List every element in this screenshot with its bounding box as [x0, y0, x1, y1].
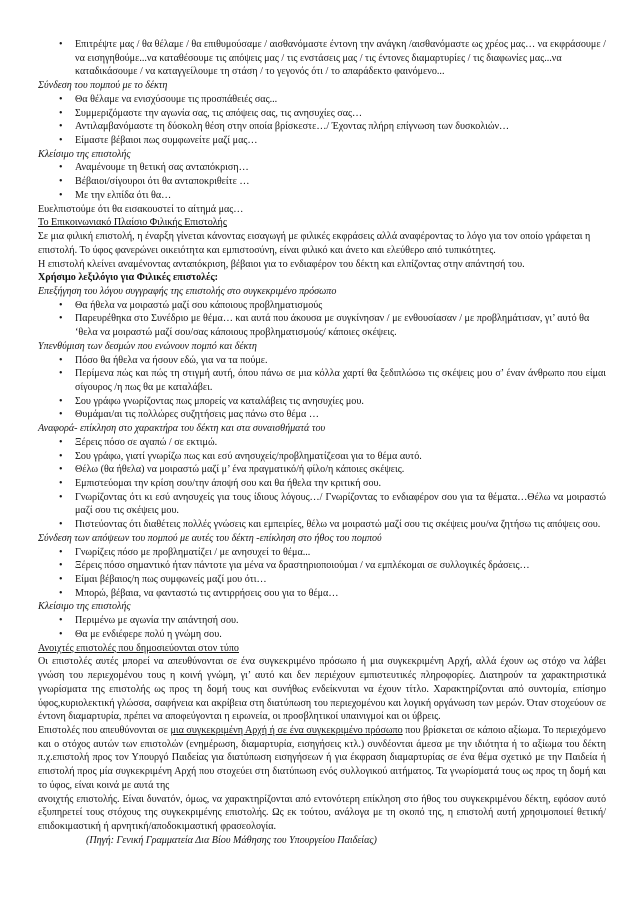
list-item: • Γνωρίζεις πόσο με προβληματίζει / με ανησυχεί το θέμα... [38, 546, 606, 560]
list-item: • Συμμεριζόμαστε την αγωνία σας, τις απόψεις σας, τις ανησυχίες σας… [38, 107, 606, 121]
list-item: • Παρευρέθηκα στο Συνέδριο με θέμα… και αυτά που άκουσα με συγκίνησαν / με ενθουσίασαν / με προβλημάτισαν, γι’ αυτό θα ‘θελα να μοιραστώ μαζί σου/σας κάποιους προβληματισμούς/ κάποιες σκέψεις. [38, 312, 606, 339]
list-item: • Αναμένουμε τη θετική σας ανταπόκριση… [38, 161, 606, 175]
underlined-phrase: μια συγκεκριμένη Αρχή ή σε ένα συγκεκριμένο πρόσωπο [170, 724, 403, 736]
bonds-list [38, 354, 606, 423]
section-heading-sender-receiver: Σύνδεση του πομπού με το δέκτη [38, 80, 168, 92]
section-heading-character: Αναφορά- επίκληση στο χαρακτήρα του δέκτη και στα συναισθήματά του [38, 423, 326, 435]
open-letter-style-paragraph: ανοιχτής επιστολής. Είναι δυνατόν, όμως, να χαρακτηρίζονται από εντονότερη επίκληση στο ήθος του συγκεκριμένου δέκτη, εφόσον αυτό εξυπηρετεί τους στόχους της συγκεκριμένης επιστολής. Ως εκ τούτου, ανάλογα με τη σκοπό της, η επιστολή αυτή χρησιμοποιεί θετική/επιδοκιμαστική ή αρνητική/αποδοκιμαστική φρασεολογία. [38, 793, 606, 832]
section-heading-open-letters: Ανοιχτές επιστολές που δημοσιεύονται στον τύπο [38, 642, 239, 654]
section-heading-vocabulary: Χρήσιμο λεξιλόγιο για Φιλικές επιστολές: [38, 272, 219, 284]
list-item: • Πιστεύοντας ότι διαθέτεις πολλές γνώσεις και εμπειρίες, θέλω να μοιραστώ μαζί σου τις σκέψεις μου/να ζητήσω τις απόψεις σου. [38, 518, 606, 532]
section-heading-reason: Επεξήγηση του λόγου συγγραφής της επιστολής στο συγκεκριμένο πρόσωπο [38, 285, 337, 297]
list-item: • Είμαι βέβαιος/η πως συμφωνείς μαζί μου ότι… [38, 573, 606, 587]
section-heading-closing-2: Κλείσιμο της επιστολής [38, 601, 131, 613]
section-heading-bonds: Υπενθύμιση των δεσμών που ενώνουν πομπό και δέκτη [38, 340, 257, 352]
closing-line: Ευελπιστούμε ότι θα εισακουστεί το αίτημά μας… [38, 203, 244, 215]
list-item: • Σου γράφω, γιατί γνωρίζω πως και εσύ ανησυχείς/προβληματίζεσαι για το θέμα αυτό. [38, 450, 606, 464]
views-list [38, 546, 606, 601]
section-heading-framework: Το Επικοινωνιακό Πλαίσιο Φιλικής Επιστολής [38, 217, 227, 229]
reason-list [38, 299, 606, 340]
paragraph-text: που βρίσκεται σε κάποιο αξίωμα. Το περιεχόμενο και ο στόχος αυτών των επιστολών (ενημέρωση, διαμαρτυρία, εισηγήσεις κτλ.) συνδέονται άμεσα με την ιδιότητα ή το αξίωμα του δέκτη π.χ.επιστολή προς τον Υπουργό Παιδείας για διατύπωση εισηγήσεων ή για έκφραση διαμαρτυρίας σε ένα θέμα σχετικό με την Παιδεία ή επιστολή προς μία συγκεκριμένη Αρχή που στοχεύει στη διατύπωση ενός συλλογικού αιτήματος. Τα γνωρίσματά τους ως προς τη δομή και το ύφος, είναι κοινά με αυτά της [38, 724, 606, 791]
list-item: • Με την ελπίδα ότι θα… [38, 189, 606, 203]
list-item: • Είμαστε βέβαιοι πως συμφωνείτε μαζί μας… [38, 134, 606, 148]
section-heading-closing: Κλείσιμο της επιστολής [38, 148, 131, 160]
list-item: • Θα με ενδιέφερε πολύ η γνώμη σου. [38, 628, 606, 642]
list-item: • Περίμενα πώς και πώς τη στιγμή αυτή, όπου πάνω σε μια κόλλα χαρτί θα ξεδιπλώσω τις σκέψεις μου σ’ έναν άνθρωπο που είμαι σίγουρος /η πως θα με καταλάβει. [38, 367, 606, 394]
source-citation: (Πηγή: Γενική Γραμματεία Δια Βίου Μάθησης του Υπουργείου Παιδείας) [86, 834, 377, 846]
list-item: • Θυμάμαι/αι τις πολλώρες συζητήσεις μας πάνω στο θέμα … [38, 408, 606, 422]
list-item: • Σου γράφω γνωρίζοντας πως μπορείς να καταλάβεις τις ανησυχίες μου. [38, 395, 606, 409]
list-item: • Μπορώ, βέβαια, να φανταστώ τις αντιρρήσεις σου για το θέμα… [38, 587, 606, 601]
closing-list-2 [38, 614, 606, 641]
framework-paragraph: Σε μια φιλική επιστολή, η έναρξη γίνεται κάνοντας εισαγωγή με φιλικές εκφράσεις αλλά αναφέροντας το λόγο για τον οποίο γράφεται η επιστολή. Το ύφος φανερώνει οικειότητα και εμπιστοσύνη, είναι φιλικό και άνετο και ελεύθερο από τυπικότητες. [38, 231, 591, 256]
character-list [38, 436, 606, 532]
paragraph-text: Επιστολές που απευθύνονται σε [38, 724, 171, 736]
list-item: • Θα ήθελα να μοιραστώ μαζί σου κάποιους προβληματισμούς [38, 299, 606, 313]
authority-letters-paragraph [38, 724, 606, 793]
list-item: • Θα θέλαμε να ενισχύσουμε τις προσπάθειές σας... [38, 93, 606, 107]
open-letters-paragraph: Οι επιστολές αυτές μπορεί να απευθύνονται σε ένα συγκεκριμένο πρόσωπο ή μια συγκεκριμένη Αρχή, αλλά έχουν ως στόχο να λάβει γνώση του περιεχομένου τους η κοινή γνώμη, γι’ αυτό και δεν περιέχουν εμπιστευτικές πληροφορίες. Διατηρούν τα χαρακτηριστικά γνωρίσματα της επιστολής ως προς τη δομή τους και συνήθως ενδείκνυται να έχουν τίτλο. Χαρακτηρίζονται από συντομία, επίσημο ύφος,κυριολεκτική γλώσσα, σαφήνεια και ακρίβεια στη διατύπωση του περιεχομένου και λογική οργάνωση των μερών. Όταν στοχεύουν σε έντονη διαμαρτυρία, πρέπει να αποφεύγονται η ειρωνεία, οι προσβλητικοί υπαινιγμοί και οι ύβρεις. [38, 656, 606, 723]
list-item: • Εμπιστεύομαι την κρίση σου/την άποψή σου και θα ήθελα την κριτική σου. [38, 477, 606, 491]
sender-receiver-list [38, 93, 606, 148]
list-item: • Ξέρεις πόσο σε αγαπώ / σε εκτιμώ. [38, 436, 606, 450]
list-item: • Γνωρίζοντας ότι κι εσύ ανησυχείς για τους ίδιους λόγους…/ Γνωρίζοντας το ενδιαφέρον σου για τα θέματα…Θέλω να μοιραστώ μαζί σου τις σκέψεις μου. [38, 491, 606, 518]
list-item: • Ξέρεις πόσο σημαντικό ήταν πάντοτε για μένα να δραστηριοποιούμαι / να εμπλέκομαι σε συλλογικές δράσεις… [38, 559, 606, 573]
intro-phrases-list [38, 38, 606, 79]
framework-paragraph-2: Η επιστολή κλείνει αναμένοντας ανταπόκριση, βέβαιοι για το ενδιαφέρον του δέκτη και ελπίζοντας στην απάντησή του. [38, 258, 525, 270]
list-item: • Επιτρέψτε μας / θα θέλαμε / θα επιθυμούσαμε / αισθανόμαστε έντονη την ανάγκη /αισθανόμαστε ως χρέος μας… να εκφράσουμε / να εισηγηθούμε...να καταθέσουμε τις απόψεις μας / τις ενστάσεις μας / τις έντονες διαμαρτυρίες / τις διαφωνίες μας...να καταδικάσουμε / να καταγγείλουμε τη στάση / το γεγονός ότι / το απαράδεκτο φαινόμενο... [38, 38, 606, 79]
list-item: • Θέλω (θα ήθελα) να μοιραστώ μαζί μ’ ένα πραγματικό/ή φίλο/η κάποιες σκέψεις. [38, 463, 606, 477]
list-item: • Αντιλαμβανόμαστε τη δύσκολη θέση στην οποία βρίσκεστε…/ Έχοντας πλήρη επίγνωση των δυσκολιών… [38, 120, 606, 134]
closing-list [38, 161, 606, 202]
list-item: • Πόσο θα ήθελα να ήσουν εδώ, για να τα πούμε. [38, 354, 606, 368]
list-item: • Βέβαιοι/σίγουροι ότι θα ανταποκριθείτε … [38, 175, 606, 189]
section-heading-views: Σύνδεση των απόψεων του πομπού με αυτές του δέκτη -επίκληση στο ήθος του πομπού [38, 532, 382, 544]
list-item: • Περιμένω με αγωνία την απάντησή σου. [38, 614, 606, 628]
